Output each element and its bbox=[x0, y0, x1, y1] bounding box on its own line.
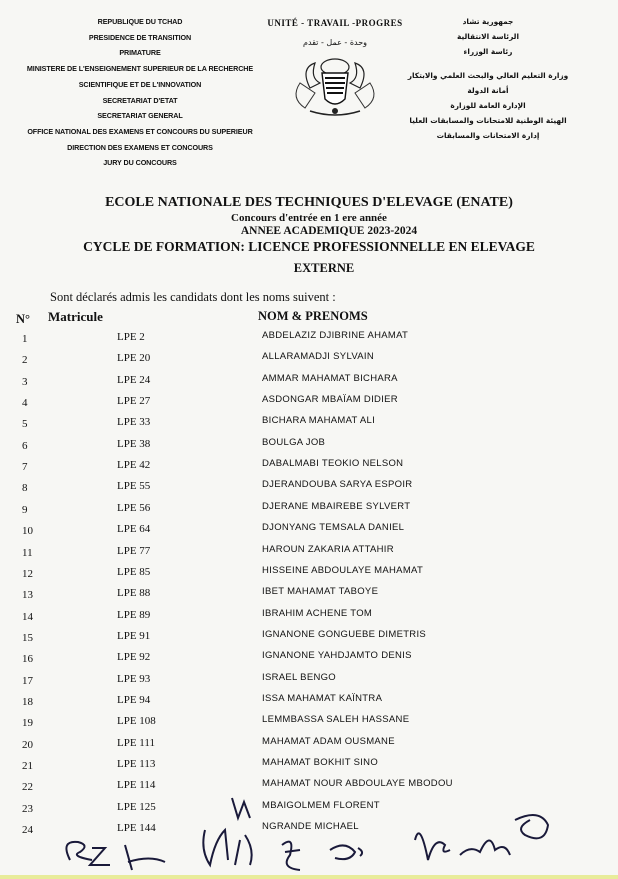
row-name: LEMMBASSA SALEH HASSANE bbox=[262, 714, 410, 726]
table-row bbox=[0, 394, 618, 417]
row-name: MAHAMAT ADAM OUSMANE bbox=[262, 735, 395, 747]
table-row bbox=[0, 607, 618, 631]
row-number: 10 bbox=[22, 525, 33, 538]
row-number: 19 bbox=[22, 717, 33, 730]
column-header-matricule: Matricule bbox=[48, 309, 103, 324]
header-left-line: SECRETARIAT D'ETAT bbox=[102, 95, 178, 105]
header-right-line: الرئاسة الانتقالية bbox=[457, 32, 519, 42]
table-row bbox=[0, 330, 618, 353]
row-name: IGNANONE GONGUEBE DIMETRIS bbox=[262, 628, 427, 640]
table-row bbox=[0, 650, 618, 673]
header-left-line: MINISTERE DE L'ENSEIGNEMENT SUPERIEUR DE LA RECHERCHE bbox=[26, 64, 254, 74]
table-row bbox=[0, 692, 618, 716]
header-right-line: جمهورية تشاد bbox=[462, 17, 514, 26]
column-header-name: NOM & PRENOMS bbox=[258, 309, 368, 323]
row-number: 13 bbox=[22, 589, 33, 602]
training-cycle: CYCLE DE FORMATION: LICENCE PROFESSIONNELLE EN ELEVAGE bbox=[83, 239, 535, 254]
row-number: 24 bbox=[22, 824, 33, 837]
jury-signatures bbox=[0, 790, 618, 875]
row-matricule: LPE 56 bbox=[117, 501, 151, 514]
row-number: 21 bbox=[22, 760, 33, 772]
header-left-line: PRIMATURE bbox=[119, 48, 161, 58]
table-row bbox=[0, 564, 618, 588]
row-name: HISSEINE ABDOULAYE MAHAMAT bbox=[262, 564, 424, 576]
national-motto-arabic: وحدة - عمل - تقدم bbox=[302, 38, 368, 47]
row-name: ISRAEL BENGO bbox=[262, 671, 336, 683]
header-right-line: إدارة الامتحانات والمسابقات bbox=[436, 131, 540, 141]
table-row bbox=[0, 628, 618, 652]
row-name: MAHAMAT BOKHIT SINO bbox=[262, 757, 379, 768]
row-matricule: LPE 85 bbox=[117, 565, 151, 578]
header-left-line: PRESIDENCE DE TRANSITION bbox=[88, 32, 192, 42]
row-number: 5 bbox=[22, 418, 28, 431]
header-left-line: DIRECTION DES EXAMENS ET CONCOURS bbox=[67, 142, 213, 152]
header-right bbox=[398, 14, 578, 144]
row-name: BICHARA MAHAMAT ALI bbox=[262, 415, 376, 427]
row-name: IBRAHIM ACHENE TOM bbox=[262, 607, 373, 619]
academic-year: ANNEE ACADEMIQUE 2023-2024 bbox=[240, 225, 418, 237]
row-name: DJERANDOUBA SARYA ESPOIR bbox=[262, 479, 413, 491]
row-name: DABALMABI TEOKIO NELSON bbox=[262, 458, 404, 470]
row-number: 11 bbox=[22, 546, 33, 559]
coat-of-arms-icon bbox=[280, 53, 390, 123]
row-name: DJONYANG TEMSALA DANIEL bbox=[262, 522, 405, 534]
row-name: IBET MAHAMAT TABOYE bbox=[262, 586, 379, 598]
admission-statement: Sont déclarés admis les candidats dont les noms suivent : bbox=[50, 290, 336, 304]
row-matricule: LPE 27 bbox=[117, 395, 151, 408]
row-matricule: LPE 144 bbox=[117, 822, 156, 835]
row-name: BOULGA JOB bbox=[262, 436, 326, 448]
row-name: MBAIGOLMEM FLORENT bbox=[262, 799, 380, 811]
table-row bbox=[0, 671, 618, 695]
row-number: 17 bbox=[22, 674, 33, 687]
row-name: DJERANE MBAIREBE SYLVERT bbox=[262, 500, 411, 512]
header-left-line: JURY DU CONCOURS bbox=[103, 158, 177, 168]
row-matricule: LPE 92 bbox=[117, 651, 151, 664]
row-number: 22 bbox=[22, 781, 33, 794]
document-titles bbox=[0, 195, 618, 276]
column-header-number: N° bbox=[16, 312, 31, 326]
header-left-line: REPUBLIQUE DU TCHAD bbox=[97, 17, 183, 26]
table-row bbox=[0, 522, 618, 545]
row-number: 3 bbox=[22, 375, 28, 388]
row-matricule: LPE 88 bbox=[117, 587, 151, 600]
row-matricule: LPE 33 bbox=[117, 416, 151, 429]
concours-subtitle: Concours d'entrée en 1 ere année bbox=[231, 212, 387, 224]
header-left-line: SCIENTIFIQUE ET DE L'INNOVATION bbox=[78, 79, 202, 89]
header-right-line: الهيئة الوطنية للامتحانات والمسابقات العليا bbox=[409, 116, 567, 126]
row-number: 16 bbox=[22, 653, 33, 666]
row-name: AMMAR MAHAMAT BICHARA bbox=[262, 372, 398, 384]
row-number: 7 bbox=[22, 461, 28, 474]
row-number: 4 bbox=[22, 397, 28, 410]
row-number: 8 bbox=[22, 482, 28, 495]
table-row bbox=[0, 586, 618, 609]
row-matricule: LPE 24 bbox=[117, 373, 151, 386]
row-matricule: LPE 111 bbox=[117, 736, 155, 749]
row-number: 6 bbox=[22, 439, 28, 452]
row-name: MAHAMAT NOUR ABDOULAYE MBODOU bbox=[262, 778, 453, 790]
table-row bbox=[0, 757, 618, 780]
table-row bbox=[0, 735, 618, 759]
row-matricule: LPE 20 bbox=[117, 352, 151, 365]
row-number: 20 bbox=[22, 738, 33, 751]
row-matricule: LPE 125 bbox=[117, 800, 156, 813]
table-row bbox=[0, 479, 618, 502]
row-name: IGNANONE YAHDJAMTO DENIS bbox=[262, 650, 412, 662]
national-motto: UNITÉ - TRAVAIL -PROGRES bbox=[267, 18, 403, 28]
table-row bbox=[0, 543, 618, 567]
row-name: ALLARAMADJI SYLVAIN bbox=[262, 351, 374, 363]
row-matricule: LPE 113 bbox=[117, 758, 156, 770]
row-matricule: LPE 38 bbox=[117, 437, 151, 450]
header-left-line: OFFICE NATIONAL DES EXAMENS ET CONCOURS DU SUPERIEUR bbox=[27, 126, 253, 136]
row-number: 1 bbox=[22, 333, 28, 345]
candidate-category: EXTERNE bbox=[293, 261, 355, 275]
header-left bbox=[20, 14, 260, 171]
row-number: 18 bbox=[22, 695, 33, 708]
row-name: NGRANDE MICHAEL bbox=[262, 821, 359, 833]
header-left-line: SECRETARIAT GENERAL bbox=[97, 111, 183, 121]
row-matricule: LPE 93 bbox=[117, 672, 151, 685]
row-matricule: LPE 42 bbox=[117, 459, 151, 472]
row-matricule: LPE 94 bbox=[117, 693, 151, 706]
table-row bbox=[0, 351, 618, 374]
table-row bbox=[0, 436, 618, 460]
row-matricule: LPE 108 bbox=[117, 715, 156, 728]
row-name: ABDELAZIZ DJIBRINE AHAMAT bbox=[262, 330, 409, 341]
school-title: ECOLE NATIONALE DES TECHNIQUES D'ELEVAGE (ENATE) bbox=[105, 195, 513, 210]
table-row bbox=[0, 372, 618, 396]
row-number: 14 bbox=[22, 610, 33, 623]
row-matricule: LPE 64 bbox=[117, 523, 151, 536]
table-row bbox=[0, 458, 618, 481]
row-number: 15 bbox=[22, 631, 33, 644]
row-matricule: LPE 77 bbox=[117, 544, 151, 557]
row-matricule: LPE 89 bbox=[117, 608, 151, 621]
page-edge bbox=[0, 875, 618, 879]
header-right-line: أمانة الدولة bbox=[467, 85, 509, 95]
header-right-line: وزارة التعليم العالي والبحث العلمي والابتكار bbox=[407, 70, 569, 80]
table-row bbox=[0, 500, 618, 524]
row-matricule: LPE 114 bbox=[117, 779, 156, 792]
row-matricule: LPE 91 bbox=[117, 629, 151, 642]
row-number: 23 bbox=[22, 802, 33, 815]
row-name: ASDONGAR MBAÏAM DIDIER bbox=[262, 394, 398, 406]
row-name: ISSA MAHAMAT KAÏNTRA bbox=[262, 692, 383, 704]
table-row bbox=[0, 415, 618, 438]
row-number: 9 bbox=[22, 503, 28, 516]
header-right-line: الإدارة العامة للوزارة bbox=[450, 101, 526, 111]
row-number: 12 bbox=[22, 567, 33, 580]
table-row bbox=[0, 714, 618, 737]
row-number: 2 bbox=[22, 354, 28, 367]
row-matricule: LPE 55 bbox=[117, 480, 151, 493]
header-right-line: رئاسة الوزراء bbox=[463, 47, 513, 57]
row-name: HAROUN ZAKARIA ATTAHIR bbox=[262, 543, 394, 555]
row-matricule: LPE 2 bbox=[117, 331, 145, 343]
header-center bbox=[255, 18, 415, 123]
